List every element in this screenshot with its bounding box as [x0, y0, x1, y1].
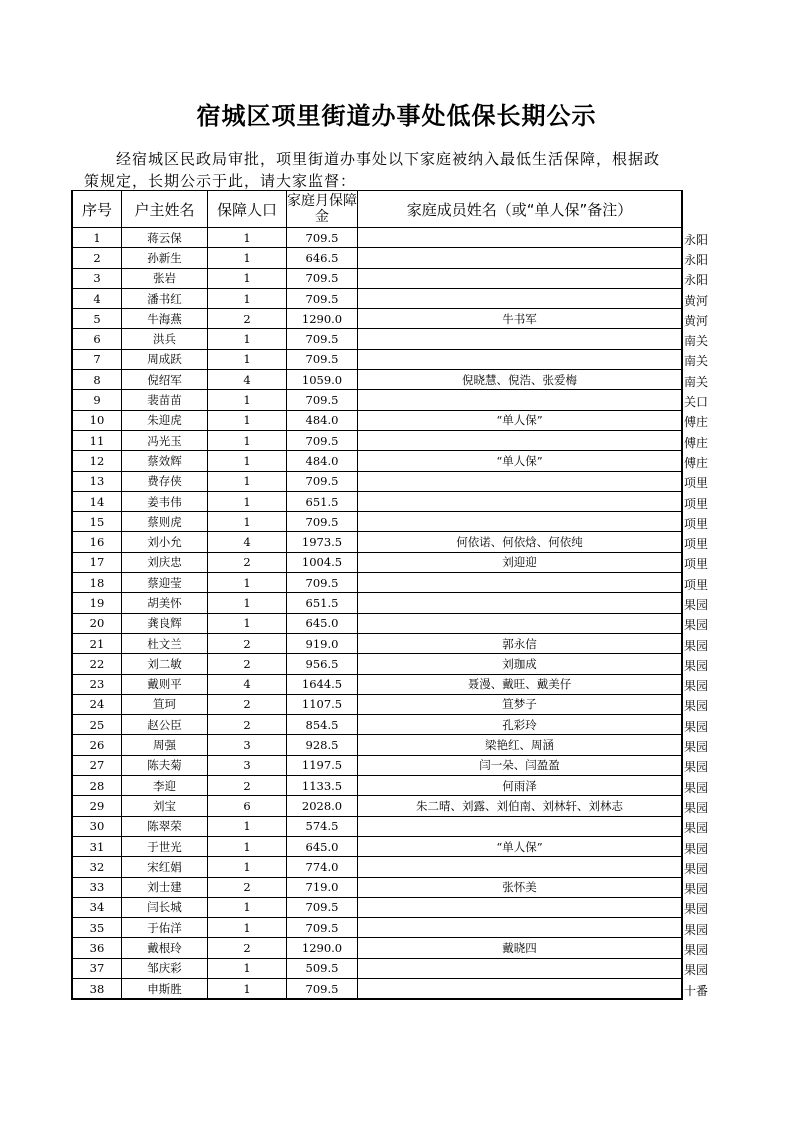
header-householder: 户主姓名: [122, 191, 208, 228]
covered-count-cell: 1: [208, 349, 287, 369]
address-label: 项里: [684, 516, 709, 531]
table-row: [72, 573, 682, 593]
address-label: 果园: [684, 821, 709, 836]
family-members-cell: 聂漫、戴旺、戴美仔: [358, 674, 683, 694]
table-row: [72, 349, 682, 369]
intro-paragraph: 经宿城区民政局审批，项里街道办事处以下家庭被纳入最低生活保障，根据政策规定，长期公示于此，请大家监督：: [84, 150, 661, 190]
family-members-cell: [358, 329, 683, 349]
header-serial: 序号: [72, 191, 122, 228]
covered-count-cell: 1: [208, 836, 287, 856]
address-label: 果园: [684, 597, 709, 612]
table-row: [72, 654, 682, 674]
householder-cell: 周强: [122, 735, 208, 755]
serial-cell: 29: [72, 796, 122, 816]
serial-cell: 28: [72, 776, 122, 796]
covered-count-cell: 6: [208, 796, 287, 816]
monthly-amount-cell: 1059.0: [287, 370, 358, 390]
householder-cell: 蒋云保: [122, 228, 208, 248]
householder-cell: 刘宝: [122, 796, 208, 816]
covered-count-cell: 2: [208, 633, 287, 653]
serial-cell: 19: [72, 593, 122, 613]
householder-cell: 陈夫菊: [122, 755, 208, 775]
covered-count-cell: 1: [208, 471, 287, 491]
address-label: 傅庄: [684, 435, 709, 450]
family-members-cell: [358, 573, 683, 593]
address-label: 果园: [684, 760, 709, 775]
covered-count-cell: 1: [208, 228, 287, 248]
monthly-amount-cell: 709.5: [287, 471, 358, 491]
family-members-cell: [358, 248, 683, 268]
householder-cell: 笪珂: [122, 694, 208, 714]
address-label: 果园: [684, 780, 709, 795]
table-row: [72, 329, 682, 349]
table-row: [72, 491, 682, 511]
householder-cell: 闫长城: [122, 897, 208, 917]
address-label: 项里: [684, 557, 709, 572]
family-members-cell: [358, 390, 683, 410]
address-label: 果园: [684, 922, 709, 937]
covered-count-cell: 1: [208, 268, 287, 288]
covered-count-cell: 1: [208, 512, 287, 532]
serial-cell: 15: [72, 512, 122, 532]
covered-count-cell: 1: [208, 978, 287, 999]
family-members-cell: [358, 430, 683, 450]
monthly-amount-cell: 651.5: [287, 491, 358, 511]
table-row: [72, 288, 682, 308]
table-row: [72, 248, 682, 268]
address-label: 果园: [684, 638, 709, 653]
householder-cell: 蔡迎莹: [122, 573, 208, 593]
covered-count-cell: 3: [208, 755, 287, 775]
covered-count-cell: 1: [208, 613, 287, 633]
table-row: [72, 390, 682, 410]
monthly-amount-cell: 956.5: [287, 654, 358, 674]
covered-count-cell: 2: [208, 654, 287, 674]
table-header-row: [72, 191, 682, 228]
address-label: 果园: [684, 658, 709, 673]
family-members-cell: 倪晓慧、倪浩、张爱梅: [358, 370, 683, 390]
address-label: 永阳: [684, 232, 709, 247]
householder-cell: 潘书红: [122, 288, 208, 308]
table-row: [72, 228, 682, 248]
address-label: 黄河: [684, 313, 709, 328]
householder-cell: 冯光玉: [122, 430, 208, 450]
monthly-amount-cell: 709.5: [287, 918, 358, 938]
serial-cell: 27: [72, 755, 122, 775]
serial-cell: 2: [72, 248, 122, 268]
householder-cell: 陈翠荣: [122, 816, 208, 836]
monthly-amount-cell: 854.5: [287, 715, 358, 735]
householder-cell: 张岩: [122, 268, 208, 288]
serial-cell: 37: [72, 958, 122, 978]
covered-count-cell: 2: [208, 309, 287, 329]
family-members-cell: 张怀美: [358, 877, 683, 897]
table-row: [72, 532, 682, 552]
monthly-amount-cell: 484.0: [287, 410, 358, 430]
serial-cell: 30: [72, 816, 122, 836]
monthly-amount-cell: 1290.0: [287, 309, 358, 329]
householder-cell: 戴则平: [122, 674, 208, 694]
serial-cell: 22: [72, 654, 122, 674]
covered-count-cell: 1: [208, 491, 287, 511]
householder-cell: 申斯胜: [122, 978, 208, 999]
monthly-amount-cell: 484.0: [287, 451, 358, 471]
family-members-cell: [358, 512, 683, 532]
family-members-cell: “单人保”: [358, 410, 683, 430]
monthly-amount-cell: 709.5: [287, 228, 358, 248]
table-row: [72, 816, 682, 836]
address-label: 果园: [684, 963, 709, 978]
family-members-cell: 刘珈成: [358, 654, 683, 674]
table-row: [72, 674, 682, 694]
table-row: [72, 694, 682, 714]
table-row: [72, 552, 682, 572]
monthly-amount-cell: 719.0: [287, 877, 358, 897]
family-members-cell: [358, 978, 683, 999]
address-label: 南关: [684, 334, 709, 349]
covered-count-cell: 4: [208, 532, 287, 552]
serial-cell: 12: [72, 451, 122, 471]
covered-count-cell: 2: [208, 877, 287, 897]
householder-cell: 裴苗苗: [122, 390, 208, 410]
address-label: 南关: [684, 374, 709, 389]
table-row: [72, 512, 682, 532]
family-members-cell: 郭永信: [358, 633, 683, 653]
householder-cell: 赵公臣: [122, 715, 208, 735]
family-members-cell: 朱二晴、刘露、刘伯南、刘林轩、刘林志: [358, 796, 683, 816]
monthly-amount-cell: 1973.5: [287, 532, 358, 552]
monthly-amount-cell: 709.5: [287, 329, 358, 349]
family-members-cell: 刘迎迎: [358, 552, 683, 572]
family-members-cell: 梁艳红、周涵: [358, 735, 683, 755]
address-label: 傅庄: [684, 455, 709, 470]
householder-cell: 刘士建: [122, 877, 208, 897]
householder-cell: 蔡效辉: [122, 451, 208, 471]
table-row: [72, 370, 682, 390]
table-row: [72, 430, 682, 450]
family-members-cell: 戴晓四: [358, 938, 683, 958]
address-label: 果园: [684, 902, 709, 917]
monthly-amount-cell: 919.0: [287, 633, 358, 653]
table-row: [72, 776, 682, 796]
householder-cell: 倪绍军: [122, 370, 208, 390]
monthly-amount-cell: 1290.0: [287, 938, 358, 958]
serial-cell: 24: [72, 694, 122, 714]
address-label: 果园: [684, 719, 709, 734]
table-row: [72, 410, 682, 430]
monthly-amount-cell: 646.5: [287, 248, 358, 268]
assistance-table: [71, 190, 683, 1000]
address-label: 关口: [684, 395, 709, 410]
family-members-cell: 孔彩玲: [358, 715, 683, 735]
serial-cell: 10: [72, 410, 122, 430]
serial-cell: 17: [72, 552, 122, 572]
serial-cell: 23: [72, 674, 122, 694]
header-monthly-amount: 家庭月保障 金: [287, 191, 358, 228]
covered-count-cell: 2: [208, 776, 287, 796]
table-row: [72, 958, 682, 978]
serial-cell: 33: [72, 877, 122, 897]
family-members-cell: [358, 918, 683, 938]
family-members-cell: “单人保”: [358, 836, 683, 856]
table-row: [72, 978, 682, 999]
address-label: 永阳: [684, 273, 709, 288]
serial-cell: 21: [72, 633, 122, 653]
table-body: [72, 228, 682, 1000]
serial-cell: 1: [72, 228, 122, 248]
covered-count-cell: 1: [208, 430, 287, 450]
address-label: 果园: [684, 882, 709, 897]
header-covered-count: 保障人口: [208, 191, 287, 228]
serial-cell: 13: [72, 471, 122, 491]
householder-cell: 杜文兰: [122, 633, 208, 653]
monthly-amount-cell: 1004.5: [287, 552, 358, 572]
serial-cell: 25: [72, 715, 122, 735]
householder-cell: 邹庆彩: [122, 958, 208, 978]
address-label: 果园: [684, 679, 709, 694]
householder-cell: 刘二敏: [122, 654, 208, 674]
family-members-cell: 笪梦子: [358, 694, 683, 714]
family-members-cell: [358, 816, 683, 836]
address-label: 南关: [684, 354, 709, 369]
covered-count-cell: 2: [208, 938, 287, 958]
monthly-amount-cell: 574.5: [287, 816, 358, 836]
serial-cell: 31: [72, 836, 122, 856]
serial-cell: 11: [72, 430, 122, 450]
serial-cell: 20: [72, 613, 122, 633]
family-members-cell: [358, 897, 683, 917]
serial-cell: 3: [72, 268, 122, 288]
family-members-cell: [358, 349, 683, 369]
householder-cell: 朱迎虎: [122, 410, 208, 430]
table-row: [72, 715, 682, 735]
table-row: [72, 471, 682, 491]
family-members-cell: [358, 268, 683, 288]
serial-cell: 32: [72, 857, 122, 877]
monthly-amount-cell: 1133.5: [287, 776, 358, 796]
householder-cell: 刘庆忠: [122, 552, 208, 572]
serial-cell: 16: [72, 532, 122, 552]
serial-cell: 4: [72, 288, 122, 308]
serial-cell: 34: [72, 897, 122, 917]
address-label: 果园: [684, 861, 709, 876]
covered-count-cell: 1: [208, 573, 287, 593]
serial-cell: 35: [72, 918, 122, 938]
table-row: [72, 633, 682, 653]
family-members-cell: [358, 958, 683, 978]
covered-count-cell: 1: [208, 390, 287, 410]
address-label: 果园: [684, 740, 709, 755]
monthly-amount-cell: 709.5: [287, 573, 358, 593]
page-title: 宿城区项里街道办事处低保长期公示: [196, 101, 597, 130]
family-members-cell: [358, 613, 683, 633]
address-label: 十番: [684, 983, 709, 998]
serial-cell: 9: [72, 390, 122, 410]
address-label: 傅庄: [684, 415, 709, 430]
monthly-amount-cell: 645.0: [287, 613, 358, 633]
covered-count-cell: 1: [208, 918, 287, 938]
covered-count-cell: 2: [208, 715, 287, 735]
householder-cell: 洪兵: [122, 329, 208, 349]
address-label: 黄河: [684, 293, 709, 308]
family-members-cell: 牛书军: [358, 309, 683, 329]
monthly-amount-cell: 1107.5: [287, 694, 358, 714]
family-members-cell: [358, 288, 683, 308]
monthly-amount-cell: 709.5: [287, 897, 358, 917]
table-row: [72, 755, 682, 775]
family-members-cell: [358, 228, 683, 248]
monthly-amount-cell: 709.5: [287, 268, 358, 288]
table-row: [72, 938, 682, 958]
table-row: [72, 857, 682, 877]
serial-cell: 18: [72, 573, 122, 593]
covered-count-cell: 1: [208, 857, 287, 877]
householder-cell: 于世光: [122, 836, 208, 856]
covered-count-cell: 1: [208, 958, 287, 978]
family-members-cell: 何依诺、何依焓、何依纯: [358, 532, 683, 552]
family-members-cell: [358, 471, 683, 491]
family-members-cell: 闫一朵、闫盈盈: [358, 755, 683, 775]
monthly-amount-cell: 1197.5: [287, 755, 358, 775]
householder-cell: 胡美怀: [122, 593, 208, 613]
covered-count-cell: 3: [208, 735, 287, 755]
covered-count-cell: 4: [208, 674, 287, 694]
householder-cell: 蔡则虎: [122, 512, 208, 532]
covered-count-cell: 1: [208, 593, 287, 613]
table-row: [72, 309, 682, 329]
monthly-amount-cell: 709.5: [287, 288, 358, 308]
householder-cell: 戴根玲: [122, 938, 208, 958]
householder-cell: 费存侠: [122, 471, 208, 491]
address-label: 果园: [684, 841, 709, 856]
table-row: [72, 877, 682, 897]
serial-cell: 6: [72, 329, 122, 349]
serial-cell: 7: [72, 349, 122, 369]
householder-cell: 宋红娟: [122, 857, 208, 877]
address-label: 项里: [684, 537, 709, 552]
householder-cell: 周成跃: [122, 349, 208, 369]
table-row: [72, 735, 682, 755]
householder-cell: 牛海燕: [122, 309, 208, 329]
table-row: [72, 451, 682, 471]
address-label: 项里: [684, 476, 709, 491]
address-label: 项里: [684, 577, 709, 592]
householder-cell: 李迎: [122, 776, 208, 796]
covered-count-cell: 1: [208, 816, 287, 836]
family-members-cell: [358, 491, 683, 511]
address-label: 果园: [684, 943, 709, 958]
serial-cell: 14: [72, 491, 122, 511]
serial-cell: 36: [72, 938, 122, 958]
householder-cell: 龚良辉: [122, 613, 208, 633]
covered-count-cell: 1: [208, 451, 287, 471]
table-row: [72, 836, 682, 856]
table-row: [72, 796, 682, 816]
monthly-amount-cell: 928.5: [287, 735, 358, 755]
table-row: [72, 613, 682, 633]
covered-count-cell: 1: [208, 248, 287, 268]
table-row: [72, 593, 682, 613]
covered-count-cell: 1: [208, 288, 287, 308]
covered-count-cell: 2: [208, 694, 287, 714]
monthly-amount-cell: 2028.0: [287, 796, 358, 816]
family-members-cell: [358, 593, 683, 613]
householder-cell: 孙新生: [122, 248, 208, 268]
address-label: 永阳: [684, 252, 709, 267]
family-members-cell: 何雨泽: [358, 776, 683, 796]
monthly-amount-cell: 709.5: [287, 978, 358, 999]
family-members-cell: “单人保”: [358, 451, 683, 471]
table-row: [72, 268, 682, 288]
monthly-amount-cell: 709.5: [287, 390, 358, 410]
serial-cell: 38: [72, 978, 122, 999]
covered-count-cell: 4: [208, 370, 287, 390]
address-label: 果园: [684, 699, 709, 714]
monthly-amount-cell: 1644.5: [287, 674, 358, 694]
address-label: 项里: [684, 496, 709, 511]
address-label: 果园: [684, 800, 709, 815]
covered-count-cell: 2: [208, 552, 287, 572]
serial-cell: 5: [72, 309, 122, 329]
address-label: 果园: [684, 618, 709, 633]
monthly-amount-cell: 645.0: [287, 836, 358, 856]
covered-count-cell: 1: [208, 410, 287, 430]
header-family-members: 家庭成员姓名（或“单人保”备注）: [358, 191, 683, 228]
monthly-amount-cell: 651.5: [287, 593, 358, 613]
family-members-cell: [358, 857, 683, 877]
householder-cell: 于佑洋: [122, 918, 208, 938]
monthly-amount-cell: 709.5: [287, 349, 358, 369]
monthly-amount-cell: 709.5: [287, 512, 358, 532]
covered-count-cell: 1: [208, 329, 287, 349]
serial-cell: 26: [72, 735, 122, 755]
householder-cell: 刘小允: [122, 532, 208, 552]
monthly-amount-cell: 509.5: [287, 958, 358, 978]
serial-cell: 8: [72, 370, 122, 390]
monthly-amount-cell: 709.5: [287, 430, 358, 450]
householder-cell: 姜韦伟: [122, 491, 208, 511]
covered-count-cell: 1: [208, 897, 287, 917]
table-row: [72, 918, 682, 938]
table-row: [72, 897, 682, 917]
monthly-amount-cell: 774.0: [287, 857, 358, 877]
